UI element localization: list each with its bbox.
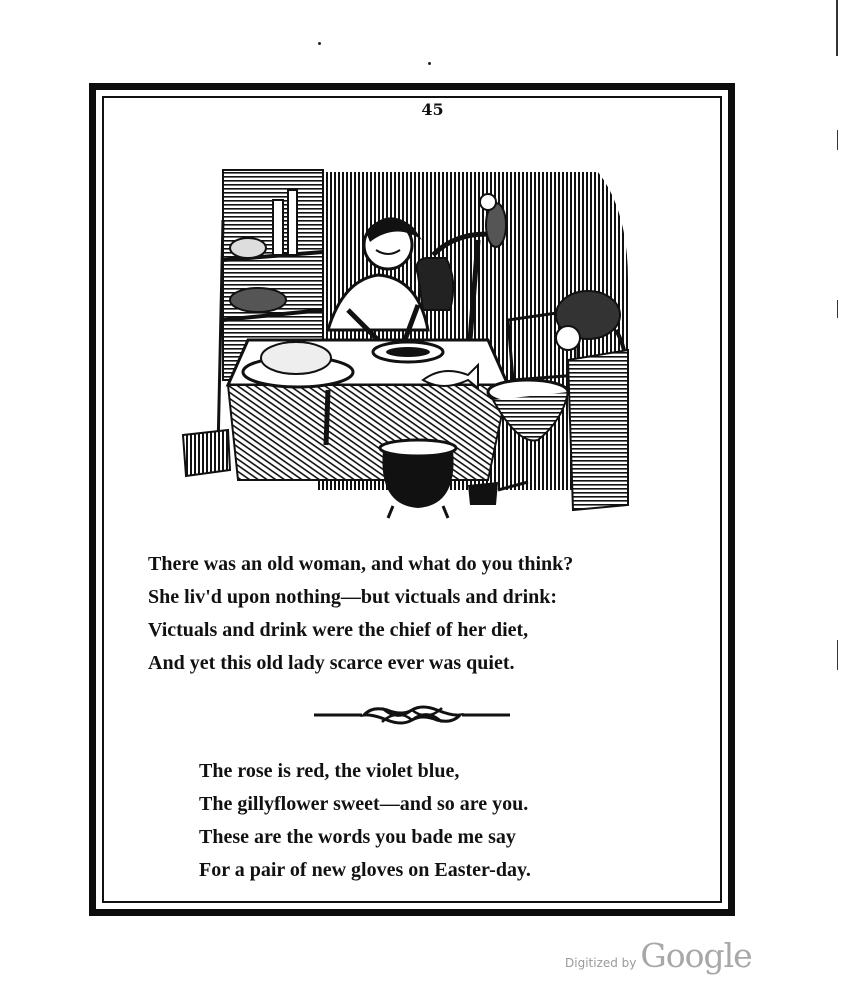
poem-line: She liv'd upon nothing—but victuals and drink: — [148, 586, 558, 608]
watermark-brand: Google — [640, 936, 752, 975]
poem-line: The rose is red, the violet blue, — [199, 760, 460, 782]
page-edge-line — [837, 300, 838, 318]
poem-line: For a pair of new gloves on Easter-day. — [199, 859, 531, 881]
poem-line: These are the words you bade me say — [199, 826, 516, 848]
speck — [428, 62, 431, 65]
page-edge-line — [837, 130, 838, 150]
speck — [318, 42, 321, 45]
poem-line: The gillyflower sweet—and so are you. — [199, 793, 529, 815]
page-edge-line — [837, 640, 838, 670]
digitized-watermark — [565, 936, 752, 975]
poem-line: Victuals and drink were the chief of her diet, — [148, 619, 529, 641]
woodcut-old-woman-at-table-illustration — [178, 160, 633, 520]
poem-old-woman — [148, 548, 573, 680]
knot-ornament-divider-icon — [312, 702, 512, 728]
poem-line: And yet this old lady scarce ever was quiet. — [148, 652, 515, 674]
watermark-prefix: Digitized by — [565, 956, 637, 970]
poem-rose-is-red — [199, 755, 531, 887]
page-edge-line — [836, 0, 838, 56]
poem-line: There was an old woman, and what do you think? — [148, 553, 574, 575]
page-number: 45 — [421, 100, 444, 119]
